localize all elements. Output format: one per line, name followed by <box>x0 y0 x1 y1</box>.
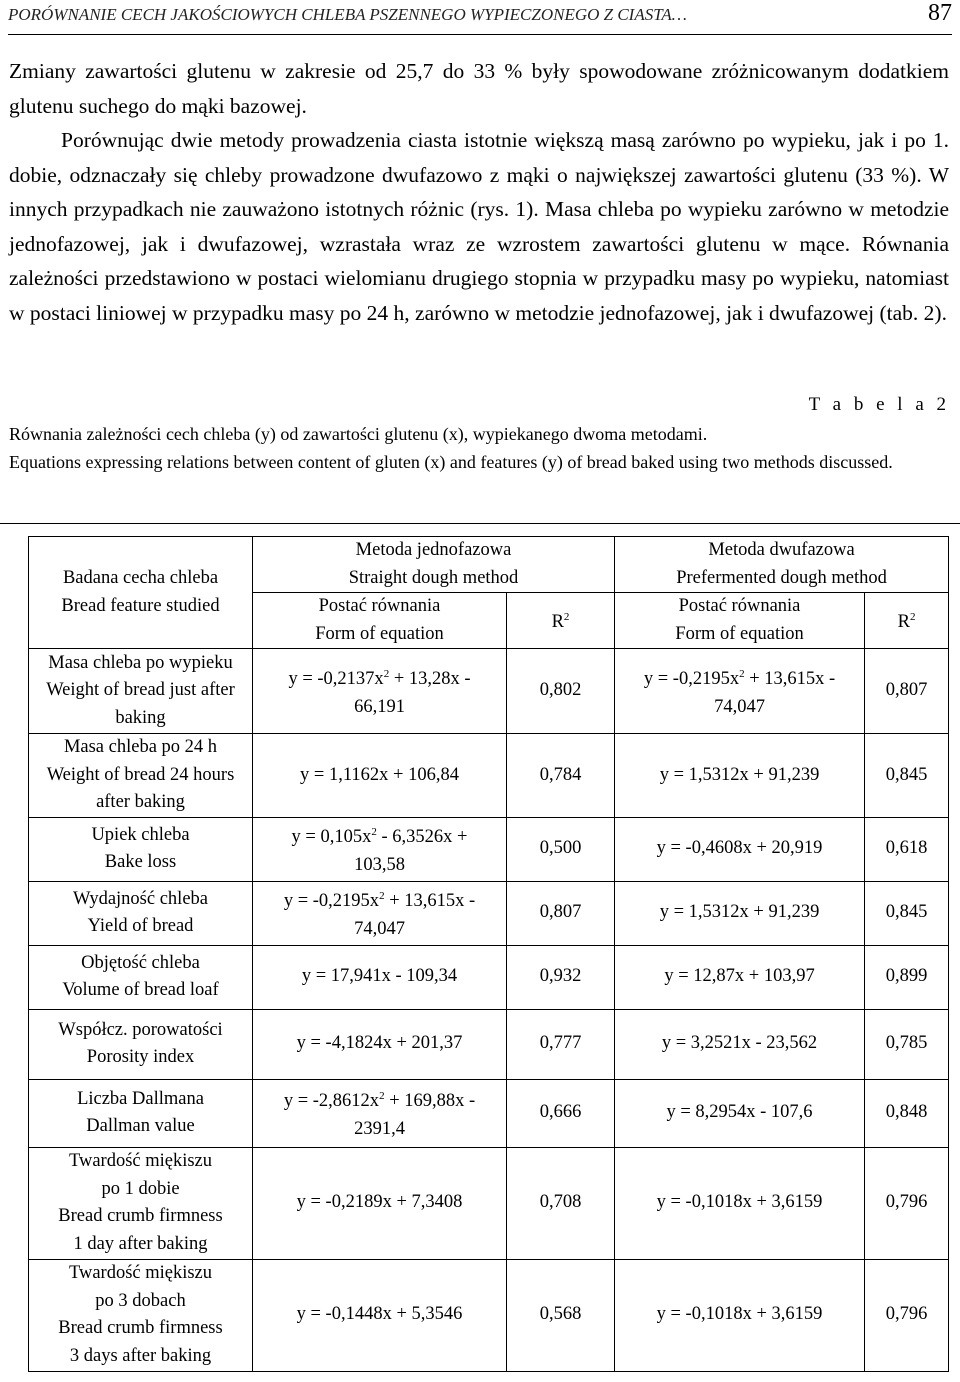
table-row <box>29 881 949 945</box>
feature-line: Yield of bread <box>87 916 194 936</box>
r2-header-label: R <box>551 612 564 633</box>
equation-line <box>617 835 862 863</box>
form-header-cell-2 <box>615 593 865 649</box>
form-header-cell-1 <box>253 593 507 649</box>
feature-header-cell <box>29 537 253 649</box>
feature-cell <box>29 817 253 881</box>
page-number: 87 <box>928 0 952 26</box>
form-header-pl: Postać równania <box>318 596 441 616</box>
method2-header-cell <box>615 537 949 593</box>
equation-line: 2391,4 <box>354 1118 405 1139</box>
feature-header-en: Bread feature studied <box>61 595 220 616</box>
equation-line <box>617 899 862 927</box>
form-header-en: Form of equation <box>315 623 444 644</box>
equation-cell-method2 <box>615 881 865 945</box>
equation-text: + 13,615x - <box>744 669 836 690</box>
equation-line: 74,047 <box>714 696 765 717</box>
page-header <box>8 0 952 35</box>
r2-value-method1: 0,708 <box>507 1147 615 1259</box>
equation-cell-method2 <box>615 817 865 881</box>
r2-value-method2: 0,796 <box>865 1259 949 1371</box>
equation-text: - 6,3526x + <box>376 827 468 848</box>
table-label: T a b e l a 2 <box>808 394 950 415</box>
r2-value-method1: 0,802 <box>507 649 615 734</box>
equation-line <box>617 1301 862 1329</box>
r2-value-method1: 0,568 <box>507 1259 615 1371</box>
equation-text: y = 17,941x - 109,34 <box>301 966 458 987</box>
equation-text: y = 3,2521x - 23,562 <box>661 1033 818 1054</box>
equation-line <box>255 661 504 694</box>
equation-cell-method2 <box>615 1079 865 1147</box>
table-row <box>29 817 949 881</box>
method2-header-en: Prefermented dough method <box>676 567 887 588</box>
equation-line <box>255 762 504 790</box>
equation-cell-method1 <box>253 1259 507 1371</box>
equation-text: y = -0,1018x + 3,6159 <box>656 1304 823 1325</box>
feature-line: Volume of bread loaf <box>62 980 219 1000</box>
equation-cell-method2 <box>615 1147 865 1259</box>
method1-header-pl: Metoda jednofazowa <box>355 540 512 560</box>
feature-line: 1 day after baking <box>73 1233 208 1254</box>
equation-text: + 13,28x - <box>389 669 471 690</box>
equation-text: y = 8,2954x - 107,6 <box>666 1102 813 1123</box>
table-caption-pl: Równania zależności cech chleba (y) od zawartości glutenu (x), wypiekanego dwoma metodami. <box>9 424 708 444</box>
feature-line: Masa chleba po wypieku <box>48 652 233 673</box>
equation-exponent: 2 <box>739 667 745 680</box>
feature-cell <box>29 881 253 945</box>
equation-line <box>617 963 862 991</box>
equation-line <box>255 1301 504 1329</box>
r2-value-method1: 0,777 <box>507 1009 615 1079</box>
equation-cell-method2 <box>615 1009 865 1079</box>
table-row <box>29 1079 949 1147</box>
r2-value-method2: 0,899 <box>865 945 949 1009</box>
equation-text: y = 0,105x <box>291 827 372 848</box>
feature-line: Porosity index <box>86 1047 195 1067</box>
equation-line <box>617 661 862 694</box>
equation-exponent: 2 <box>379 1089 385 1102</box>
equation-line <box>255 1189 504 1217</box>
r2-value-method2: 0,618 <box>865 817 949 881</box>
feature-line: Objętość chleba <box>81 952 200 973</box>
equation-cell-method1 <box>253 945 507 1009</box>
equation-text: y = -0,4608x + 20,919 <box>656 838 823 859</box>
feature-line: 3 days after baking <box>69 1345 212 1366</box>
table-row <box>29 1147 949 1259</box>
equation-line: 66,191 <box>354 696 405 717</box>
equation-cell-method1 <box>253 734 507 818</box>
feature-line: Bread crumb firmness <box>58 1318 223 1338</box>
r2-value-method1: 0,932 <box>507 945 615 1009</box>
equation-text: y = -0,2195x <box>283 891 380 912</box>
equation-cell-method1 <box>253 817 507 881</box>
equation-line <box>255 1083 504 1116</box>
feature-cell <box>29 649 253 734</box>
equation-text: y = 1,5312x + 91,239 <box>659 764 820 785</box>
feature-line: baking <box>115 707 166 728</box>
equation-cell-method2 <box>615 945 865 1009</box>
equation-line: 103,58 <box>354 854 405 875</box>
r2-value-method1: 0,500 <box>507 817 615 881</box>
feature-cell <box>29 1259 253 1371</box>
form-header-en: Form of equation <box>675 623 804 644</box>
equation-text: y = -0,1448x + 5,3546 <box>296 1304 463 1325</box>
equation-text: y = -0,1018x + 3,6159 <box>656 1192 823 1213</box>
r2-value-method2: 0,807 <box>865 649 949 734</box>
r2-header-cell-1 <box>507 593 615 649</box>
form-header-pl: Postać równania <box>678 596 801 616</box>
equation-exponent: 2 <box>379 889 385 902</box>
equation-line <box>255 883 504 916</box>
body-text <box>9 54 949 330</box>
running-title: PORÓWNANIE CECH JAKOŚCIOWYCH CHLEBA PSZENNEGO WYPIECZONEGO Z CIASTA… <box>8 5 687 24</box>
feature-header-pl: Badana cecha chleba <box>62 568 219 588</box>
equation-exponent: 2 <box>371 825 377 838</box>
r2-value-method2: 0,845 <box>865 881 949 945</box>
feature-line: Twardość miękiszu <box>68 1263 213 1283</box>
equation-line <box>617 1189 862 1217</box>
r2-value-method1: 0,784 <box>507 734 615 818</box>
r2-value-method2: 0,796 <box>865 1147 949 1259</box>
feature-line: Weight of bread just after <box>46 680 235 701</box>
equation-cell-method2 <box>615 649 865 734</box>
equation-cell-method1 <box>253 1009 507 1079</box>
r2-value-method1: 0,807 <box>507 881 615 945</box>
equation-cell-method2 <box>615 734 865 818</box>
method1-header-en: Straight dough method <box>348 567 519 588</box>
equation-cell-method1 <box>253 1147 507 1259</box>
equation-text: y = -0,2137x <box>288 669 384 690</box>
equation-text: y = -2,8612x <box>283 1091 380 1112</box>
feature-line: Weight of bread 24 hours <box>46 764 235 785</box>
method1-header-cell <box>253 537 615 593</box>
equation-text: y = 12,87x + 103,97 <box>664 966 815 987</box>
r2-header-label: R <box>897 612 910 633</box>
table-row <box>29 1259 949 1371</box>
equation-exponent: 2 <box>383 667 390 680</box>
feature-line: Wydajność chleba <box>72 888 208 909</box>
feature-line: after baking <box>96 792 185 812</box>
equation-line <box>255 819 504 852</box>
table-row <box>29 1009 949 1079</box>
feature-cell <box>29 1079 253 1147</box>
r2-header-cell-2 <box>865 593 949 649</box>
equation-line: 74,047 <box>354 918 405 939</box>
feature-line: po 3 dobach <box>95 1290 186 1311</box>
equation-text: + 13,615x - <box>384 891 476 912</box>
feature-line: Bread crumb firmness <box>58 1206 223 1226</box>
feature-line: Upiek chleba <box>91 824 190 845</box>
paragraph-1: Zmiany zawartości glutenu w zakresie od 25,7 do 33 % były spowodowane zróżnicowanym dodatkiem glutenu suchego do mąki bazowej. <box>9 59 949 118</box>
table-row <box>29 945 949 1009</box>
equation-line <box>617 762 862 790</box>
r2-value-method2: 0,785 <box>865 1009 949 1079</box>
equation-text: y = -0,2195x <box>643 669 740 690</box>
equations-table <box>28 536 949 1372</box>
r2-header-exponent: 2 <box>909 611 916 624</box>
feature-line: po 1 dobie <box>101 1178 180 1199</box>
equation-text: y = -4,1824x + 201,37 <box>296 1033 463 1054</box>
feature-line: Dallman value <box>86 1116 195 1136</box>
equation-cell-method1 <box>253 1079 507 1147</box>
table-row <box>29 734 949 818</box>
r2-header-exponent: 2 <box>563 611 570 624</box>
feature-line: Liczba Dallmana <box>77 1088 204 1109</box>
r2-value-method2: 0,848 <box>865 1079 949 1147</box>
r2-value-method2: 0,845 <box>865 734 949 818</box>
equation-cell-method2 <box>615 1259 865 1371</box>
r2-value-method1: 0,666 <box>507 1079 615 1147</box>
feature-cell <box>29 945 253 1009</box>
equation-line <box>255 963 504 991</box>
table-row <box>29 649 949 734</box>
feature-line: Bake loss <box>104 852 177 872</box>
paragraph-2: Porównując dwie metody prowadzenia ciasta istotnie większą masą zarówno po wypieku, jak i po 1. dobie, odznaczały się chleby prowadzone dwufazowo z mąki o największej zawartości glutenu (33 %). W innych przypadkach nie zauważono istotnych różnic (rys. 1). Masa chleba po wypieku zarówno w metodzie jednofazowej, jak i dwufazowej, wzrastała wraz ze wzrostem zawartości glutenu w mące. Równania zależności przedstawiono w postaci wielomianu drugiego stopnia w przypadku masy po wypieku, natomiast w postaci liniowej w przypadku masy po 24 h, zarówno w metodzie jednofazowej, jak i dwufazowej (tab. 2). <box>9 128 949 325</box>
equation-cell-method1 <box>253 881 507 945</box>
equation-line <box>617 1030 862 1058</box>
equation-text: y = 1,5312x + 91,239 <box>659 902 820 923</box>
equation-text: y = -0,2189x + 7,3408 <box>296 1192 463 1213</box>
feature-cell <box>29 1147 253 1259</box>
feature-cell <box>29 1009 253 1079</box>
table-caption-en: Equations expressing relations between content of gluten (x) and features (y) of bread baked using two methods discussed. <box>9 452 893 472</box>
feature-line: Masa chleba po 24 h <box>63 737 218 757</box>
feature-line: Twardość miękiszu <box>68 1151 213 1171</box>
method2-header-pl: Metoda dwufazowa <box>708 540 855 560</box>
equation-line <box>255 1030 504 1058</box>
table-header-row-1 <box>29 537 949 593</box>
feature-cell <box>29 734 253 818</box>
equation-cell-method1 <box>253 649 507 734</box>
equation-text: y = 1,1162x + 106,84 <box>300 764 459 785</box>
equation-line <box>617 1099 862 1127</box>
feature-line: Współcz. porowatości <box>58 1019 223 1040</box>
equation-text: + 169,88x - <box>384 1091 476 1112</box>
